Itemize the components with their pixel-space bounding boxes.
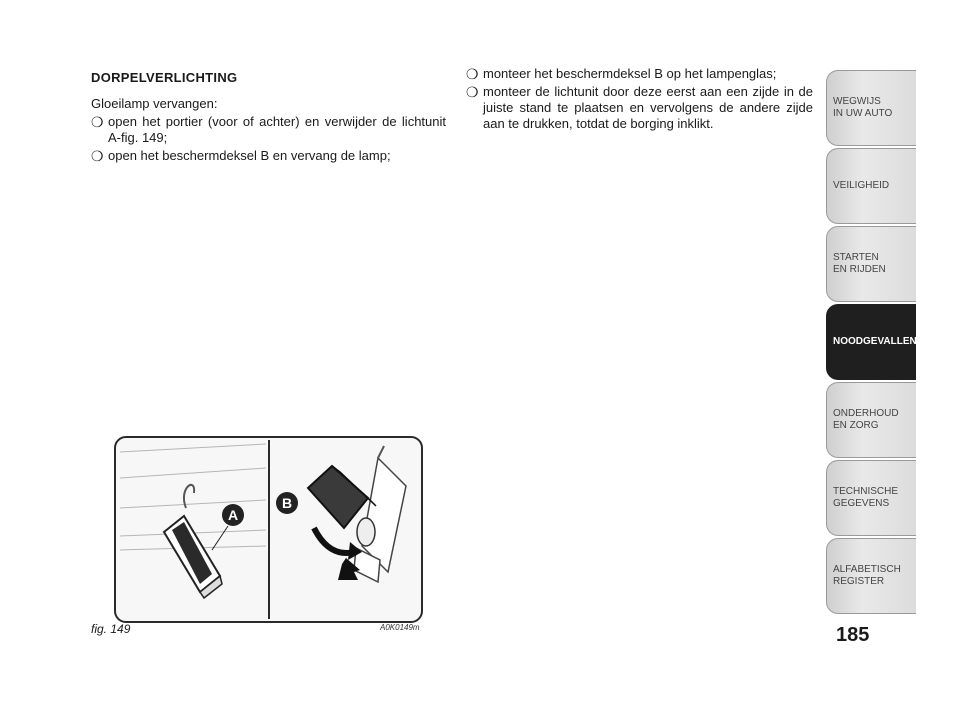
tab-label: WEGWIJS IN UW AUTO xyxy=(833,96,893,119)
list-item-text: open het portier (voor of achter) en verwijder de lichtunit A-fig. 149; xyxy=(108,114,446,145)
list-item-text: monteer het beschermdeksel B op het lampenglas; xyxy=(483,66,777,81)
list-item xyxy=(466,84,813,132)
callout-b xyxy=(276,492,298,514)
bullet-icon: ❍ xyxy=(91,114,104,130)
chapter-tabs xyxy=(826,70,916,616)
page-number: 185 xyxy=(836,624,870,646)
list-item-text: open het beschermdeksel B en vervang de lamp; xyxy=(108,148,391,163)
section-heading: DORPELVERLICHTING xyxy=(91,70,238,85)
callout-b-label: B xyxy=(281,495,293,511)
list-item-text: monteer de lichtunit door deze eerst aan een zijde in de juiste stand te plaatsen en vervolgens de andere zijde aan te drukken, totdat de borging inklikt. xyxy=(483,84,813,131)
list-item xyxy=(91,114,446,146)
tab-onderhoud[interactable] xyxy=(826,382,916,458)
list-item xyxy=(91,148,446,164)
left-column xyxy=(91,66,446,166)
light-unit xyxy=(164,516,222,598)
list-item xyxy=(466,66,813,82)
tab-technische[interactable] xyxy=(826,460,916,536)
tab-starten[interactable] xyxy=(826,226,916,302)
callout-a-label: A xyxy=(227,507,239,523)
callout-a xyxy=(222,504,244,526)
tab-wegwijs[interactable] xyxy=(826,70,916,146)
figure-caption: fig. 149 xyxy=(91,622,131,636)
tab-veiligheid[interactable] xyxy=(826,148,916,224)
right-column xyxy=(466,66,813,134)
bullet-icon: ❍ xyxy=(466,84,479,100)
figure-illustration xyxy=(114,436,423,623)
tab-alfabetisch[interactable] xyxy=(826,538,916,614)
intro-text: Gloeilamp vervangen: xyxy=(91,96,218,111)
tab-label: VEILIGHEID xyxy=(833,180,890,191)
tab-label: ONDERHOUD EN ZORG xyxy=(833,408,899,431)
tab-noodgevallen[interactable] xyxy=(826,304,916,380)
courtesy-light-illustration xyxy=(116,438,421,621)
bullet-icon: ❍ xyxy=(466,66,479,82)
tab-label: NOODGEVALLEN xyxy=(833,336,917,347)
bullet-icon: ❍ xyxy=(91,148,104,164)
figure-code: A0K0149m xyxy=(380,623,420,632)
tab-label: TECHNISCHE GEGEVENS xyxy=(833,486,899,509)
tab-label: STARTEN EN RIJDEN xyxy=(833,252,886,275)
tab-label: ALFABETISCH REGISTER xyxy=(833,564,901,587)
